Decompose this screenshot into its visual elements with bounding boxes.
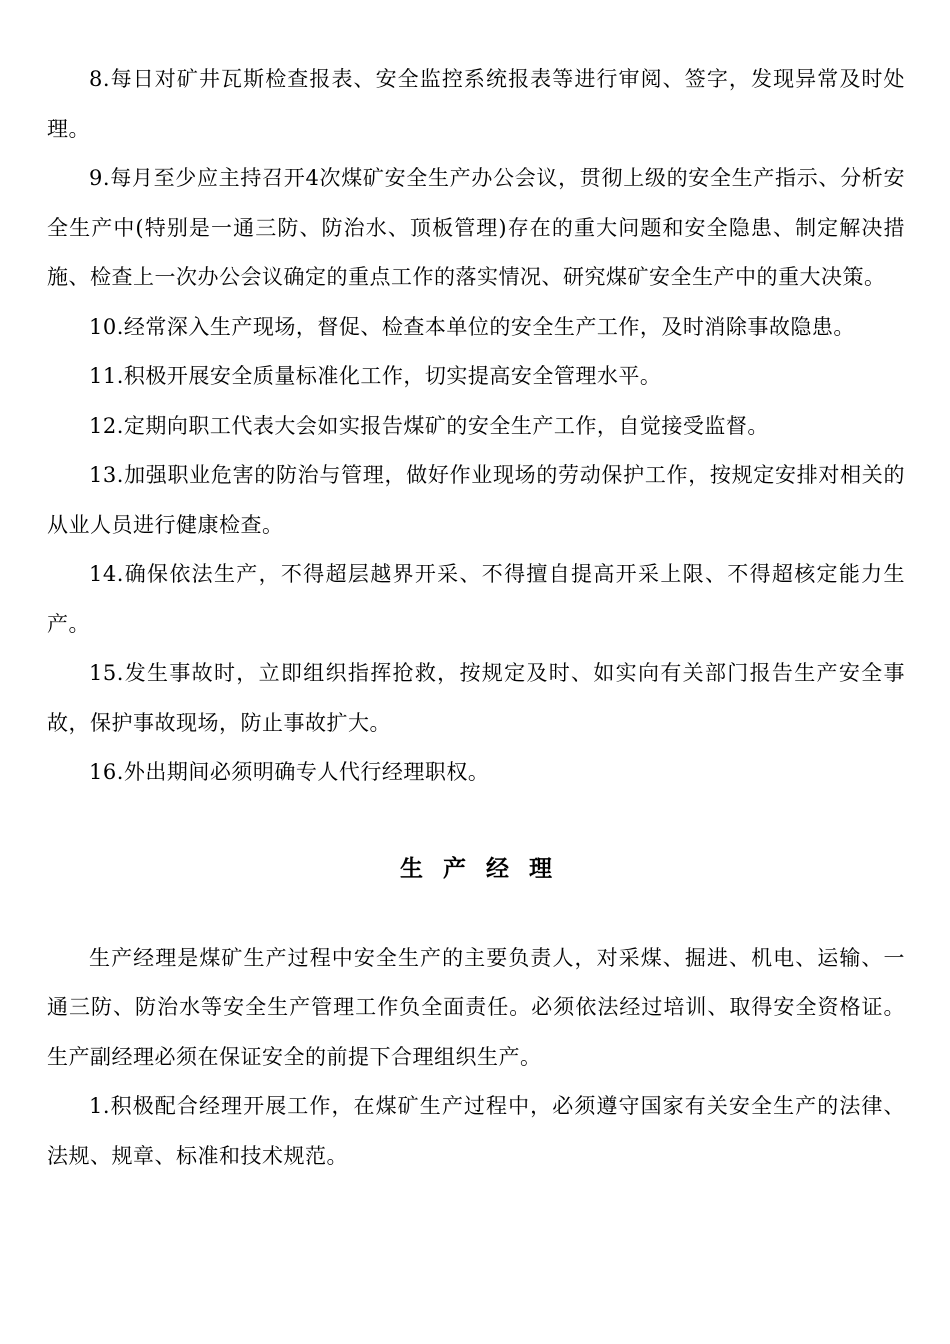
production-duty-item-1: 1.积极配合经理开展工作，在煤矿生产过程中，必须遵守国家有关安全生产的法律、法规、规章、标准和技术规范。 <box>47 1094 905 1168</box>
duty-item-16: 16.外出期间必须明确专人代行经理职权。 <box>89 760 490 784</box>
section-intro: 生产经理是煤矿生产过程中安全生产的主要负责人，对采煤、掘进、机电、运输、一通三防、防治水等安全生产管理工作负全面责任。必须依法经过培训、取得安全资格证。生产副经理必须在保证安全的前提下合理组织生产。 <box>47 945 905 1069</box>
duty-item-10: 10.经常深入生产现场，督促、检查本单位的安全生产工作，及时消除事故隐患。 <box>89 314 855 339</box>
duty-item-12: 12.定期向职工代表大会如实报告煤矿的安全生产工作，自觉接受监督。 <box>89 413 769 438</box>
duty-item-14: 14.确保依法生产，不得超层越界开采、不得擅自提高开采上限、不得超核定能力生产。 <box>47 562 905 636</box>
duty-item-15: 15.发生事故时，立即组织指挥抢救，按规定及时、如实向有关部门报告生产安全事故，保护事故现场，防止事故扩大。 <box>47 661 905 735</box>
duty-item-8: 8.每日对矿井瓦斯检查报表、安全监控系统报表等进行审阅、签字，发现异常及时处理。 <box>47 67 905 141</box>
section-title: 生产经理 <box>400 854 572 882</box>
document-page <box>47 55 905 1181</box>
duty-item-9: 9.每月至少应主持召开4次煤矿安全生产办公会议，贯彻上级的安全生产指示、分析安全生产中(特别是一通三防、防治水、顶板管理)存在的重大问题和安全隐患、制定解决措施、检查上一次办公会议确定的重点工作的落实情况、研究煤矿安全生产中的重大决策。 <box>47 166 905 289</box>
duty-item-11: 11.积极开展安全质量标准化工作，切实提高安全管理水平。 <box>89 364 662 388</box>
duty-item-13: 13.加强职业危害的防治与管理，做好作业现场的劳动保护工作，按规定安排对相关的从业人员进行健康检查。 <box>47 463 905 537</box>
